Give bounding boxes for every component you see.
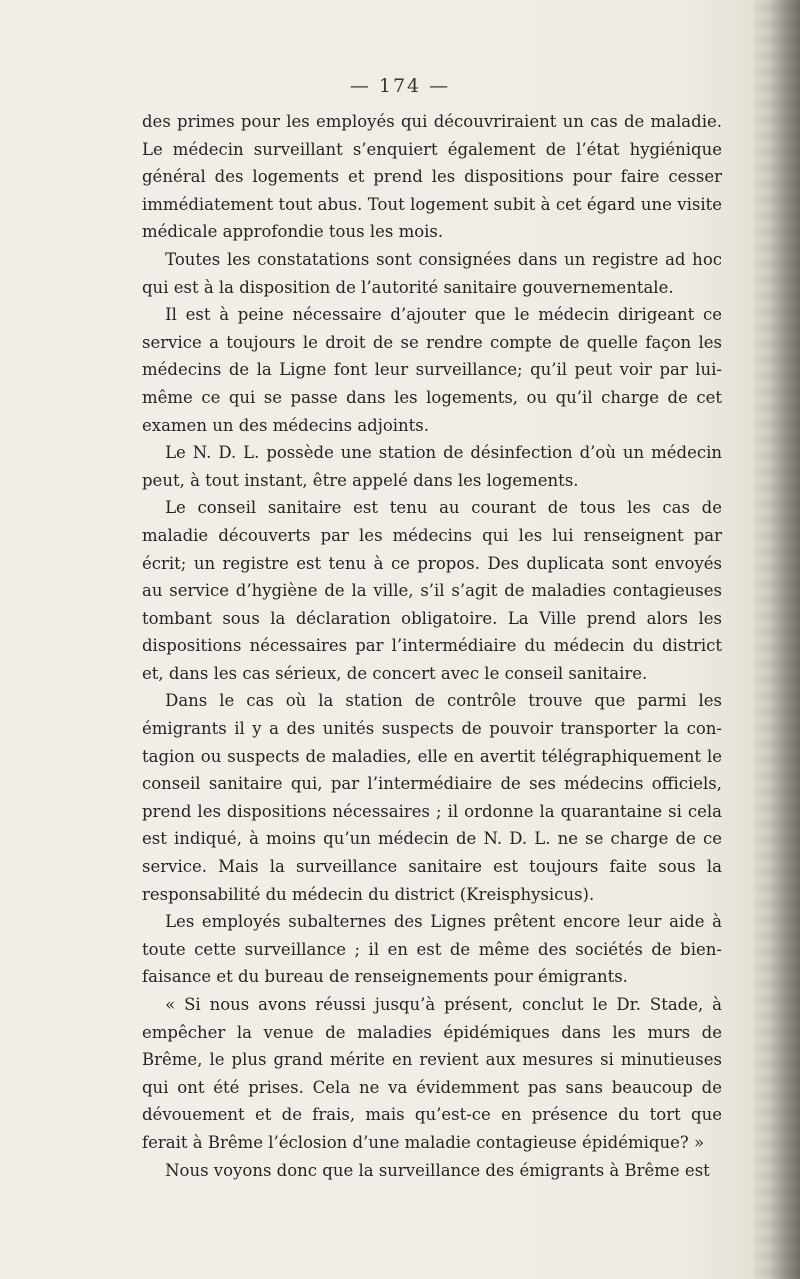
paragraph-2: Toutes les constatations sont consignées dans un registre ad hoc qui est à la disposition de l’autorité sanitaire gouvernementale. bbox=[142, 249, 722, 297]
paragraph-4: Le N. D. L. possède une station de désinfection d’où un médecin peut, à tout instant, être appelé dans les logements. bbox=[142, 443, 722, 490]
page-number: — 174 — bbox=[349, 75, 451, 97]
paragraph-1: des primes pour les employés qui découvriraient un cas de maladie. Le médecin surveillant s’enquiert également de l’état hygiénique général des logements et prend les dispositions pour faire cesser immédiatement tout abus. Tout logement subit à cet égard une visite médicale approfondie tous les mois. bbox=[142, 112, 722, 242]
body-text bbox=[142, 108, 722, 1184]
paragraph-9: Nous voyons donc que la surveillance des émigrants à Brême est bbox=[165, 1160, 710, 1180]
page-binding-shadow bbox=[754, 0, 800, 1279]
paragraph-5: Le conseil sanitaire est tenu au courant de tous les cas de maladie découverts par les médecins qui les lui renseignent par écrit; un registre est tenu à ce propos. Des duplicata sont envoyés au service d’hygiène de la ville, s’il s’agit de maladies contagieuses tombant sous la déclaration obligatoire. La Ville prend alors les dispositions nécessaires par l’intermédiaire du médecin du district et, dans les cas sérieux, de concert avec le conseil sanitaire. bbox=[142, 498, 722, 683]
paragraph-8: « Si nous avons réussi jusqu’à présent, conclut le Dr. Stade, à empêcher la venue de maladies épidémiques dans les murs de Brême, le plus grand mérite en revient aux mesures si minutieuses qui ont été prises. Cela ne va évidemment pas sans beaucoup de dévouement et de frais, mais qu’est-ce en présence du tort que ferait à Brême l’éclosion d’une maladie contagieuse épidémique? » bbox=[142, 995, 722, 1152]
paragraph-3: Il est à peine nécessaire d’ajouter que le médecin dirigeant ce service a toujours le droit de se rendre compte de quelle façon les médecins de la Ligne font leur surveillance; qu’il peut voir par lui-même ce qui se passe dans les logements, ou qu’il charge de cet examen un des médecins adjoints. bbox=[142, 305, 722, 435]
paragraph-6: Dans le cas où la station de contrôle trouve que parmi les émigrants il y a des unités suspects de pouvoir transporter la contagion ou suspects de maladies, elle en avertit télégraphiquement le conseil sanitaire qui, par l’intermédiaire de ses médecins officiels, prend les dispositions nécessaires ; il ordonne la quarantaine si cela est indiqué, à moins qu’un médecin de N. D. L. ne se charge de ce service. Mais la surveillance sanitaire est toujours faite sous la responsabilité du médecin du district (Kreisphysicus). bbox=[142, 691, 722, 904]
paragraph-7: Les employés subalternes des Lignes prêtent encore leur aide à toute cette surveillance ; il en est de même des sociétés de bienfaisance et du bureau de renseignements pour émigrants. bbox=[142, 912, 722, 987]
